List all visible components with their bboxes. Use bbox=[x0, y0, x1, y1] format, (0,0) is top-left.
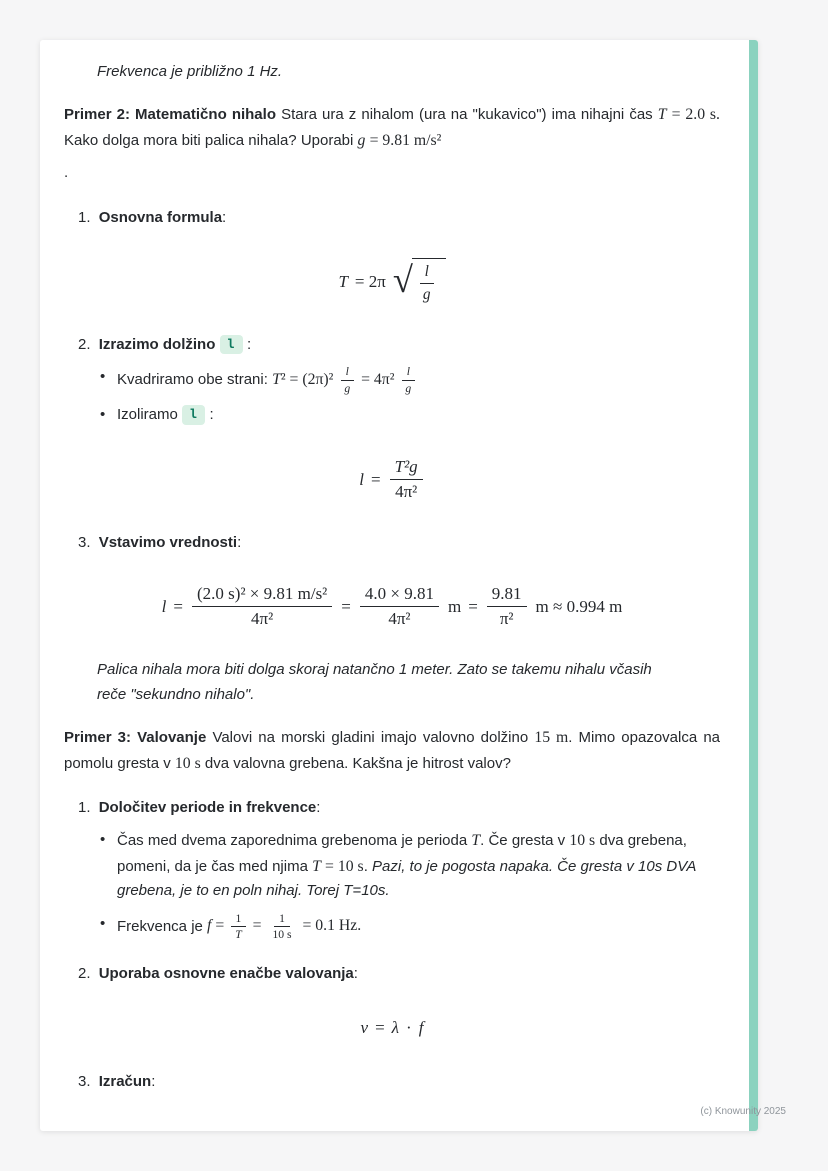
fraction-denominator: T bbox=[235, 928, 242, 942]
inline-math bbox=[207, 911, 362, 942]
fraction bbox=[360, 583, 439, 630]
math-op: = bbox=[468, 597, 478, 617]
math-var: l bbox=[359, 469, 365, 489]
step-heading bbox=[99, 209, 227, 226]
fraction-denominator: g bbox=[344, 381, 351, 395]
math-var-lambda: λ bbox=[391, 1018, 400, 1038]
math-run: = 9.81 m/s² bbox=[369, 131, 442, 149]
text-run: Kvadriramo obe strani: bbox=[117, 370, 268, 388]
emphasis-note: Pazi, to je pogosta napaka. Če gresta v 10s DVA grebena, je to en poln nihaj. Torej T=10s. bbox=[117, 857, 696, 900]
p3step1-bullets bbox=[100, 828, 720, 942]
fraction bbox=[390, 456, 423, 503]
primer2-paragraph bbox=[64, 102, 720, 153]
fraction bbox=[400, 365, 416, 396]
text-run: dva grebena, pomeni, da je čas med njima bbox=[117, 832, 687, 875]
fraction-numerator: l bbox=[341, 365, 354, 381]
math-op: = bbox=[215, 917, 225, 935]
bullet-text bbox=[117, 403, 720, 427]
fraction-numerator: l bbox=[402, 365, 415, 381]
math-run: ² = (2π)² bbox=[280, 370, 334, 388]
code-chip-l: l bbox=[220, 335, 243, 355]
list-item-dolocitev-periode bbox=[64, 796, 720, 820]
text-run: Kako dolga mora biti palica nihala? Uporabi bbox=[64, 131, 354, 149]
math-run: 15 m bbox=[534, 729, 569, 746]
primer2-title: Primer 2: Matematično nihalo bbox=[64, 106, 276, 124]
fraction-denominator: 4π² bbox=[388, 609, 411, 629]
step2-bullets bbox=[100, 365, 720, 428]
inline-math bbox=[272, 364, 418, 395]
fraction-numerator: 4.0 × 9.81 bbox=[360, 583, 439, 607]
list-number: 3. bbox=[78, 533, 91, 551]
code-chip-l: l bbox=[182, 405, 205, 425]
note-palica: Palica nihala mora biti dolga skoraj natančno 1 meter. Zato se takemu nihalu včasih reče "sekundno nihalo". bbox=[97, 661, 652, 703]
fraction-numerator: l bbox=[420, 262, 434, 284]
fraction-denominator: g bbox=[405, 381, 412, 395]
step-colon: : bbox=[151, 1072, 156, 1090]
list-number: 2. bbox=[78, 965, 91, 983]
formula-substitution bbox=[64, 583, 720, 630]
math-run: 10 s bbox=[174, 754, 201, 772]
step-colon: : bbox=[222, 208, 227, 226]
math-op: = 2π bbox=[354, 271, 386, 291]
copyright-footer: (c) Knowunity 2025 bbox=[700, 1106, 786, 1117]
list-item-vstavimo-vrednosti bbox=[64, 531, 720, 555]
math-var-T: T bbox=[312, 857, 321, 875]
step-title: Uporaba osnovne enačbe valovanja bbox=[98, 965, 354, 983]
text-run: Izoliramo bbox=[117, 406, 178, 424]
step-title: Osnovna formula bbox=[98, 208, 223, 226]
bullet-text bbox=[117, 365, 720, 396]
math-op: = bbox=[341, 597, 351, 617]
math-var: v bbox=[360, 1018, 369, 1038]
text-run: . bbox=[363, 857, 368, 875]
fraction-denominator: g bbox=[422, 285, 431, 303]
math-var: T bbox=[272, 370, 281, 388]
fraction-numerator: 9.81 bbox=[487, 583, 527, 607]
fraction-denominator: 4π² bbox=[395, 481, 418, 501]
document-page bbox=[40, 40, 758, 1131]
formula-wave-speed bbox=[64, 1014, 720, 1042]
text-run: : bbox=[209, 406, 214, 424]
text-run: . Mimo opazovalca na pomolu gresta v bbox=[64, 729, 720, 772]
formula-length bbox=[64, 456, 720, 503]
note-frekvenca: Frekvenca je približno 1 Hz. bbox=[97, 63, 283, 80]
list-item-osnovna-formula bbox=[64, 206, 720, 230]
math-op: = bbox=[252, 917, 262, 935]
math-var-f: f bbox=[207, 917, 212, 935]
formula-pendulum-period bbox=[64, 258, 720, 305]
math-op: · bbox=[406, 1018, 412, 1038]
math-op: = bbox=[173, 597, 183, 617]
radicand bbox=[412, 258, 446, 305]
list-item-izracun bbox=[64, 1070, 720, 1094]
math-op: = bbox=[375, 1018, 385, 1038]
primer3-title: Primer 3: Valovanje bbox=[64, 729, 207, 746]
text-run: Stara ura z nihalom (ura na "kukavico") ima nihajni čas bbox=[281, 106, 653, 124]
list-number: 1. bbox=[78, 799, 91, 816]
step-heading bbox=[99, 534, 242, 551]
bullet-marker: • bbox=[100, 406, 106, 424]
text-run: dva valovna grebena. Kakšna je hitrost valov? bbox=[204, 754, 511, 772]
step-heading bbox=[99, 336, 251, 353]
primer2-trailing-dot: . bbox=[64, 164, 69, 182]
fraction bbox=[192, 583, 332, 630]
math-var-T: T bbox=[657, 106, 667, 124]
fraction bbox=[267, 912, 296, 943]
fraction bbox=[487, 583, 527, 630]
math-result: = 0.1 Hz. bbox=[302, 917, 362, 935]
bullet-text bbox=[117, 912, 720, 943]
step-title: Izračun bbox=[98, 1072, 152, 1090]
step-colon: : bbox=[237, 533, 242, 551]
square-root bbox=[393, 258, 446, 305]
math-var-g: g bbox=[357, 131, 366, 149]
radical-sign-icon: √ bbox=[392, 258, 413, 300]
math-run: 10 s bbox=[569, 832, 596, 850]
step-colon: : bbox=[353, 965, 358, 983]
list-item-uporaba-enacbe bbox=[64, 962, 720, 986]
step-colon: : bbox=[316, 799, 321, 816]
fraction bbox=[339, 365, 355, 396]
list-number: 2. bbox=[78, 335, 91, 353]
list-number: 1. bbox=[78, 208, 91, 226]
bullet-text bbox=[117, 828, 720, 903]
step-title: Izrazimo dolžino bbox=[98, 335, 216, 353]
bullet-marker: • bbox=[100, 914, 106, 932]
bullet-perioda bbox=[100, 828, 720, 903]
math-var: T bbox=[338, 271, 348, 291]
fraction-denominator: 4π² bbox=[251, 609, 274, 629]
fraction-denominator: 10 s bbox=[272, 928, 292, 942]
text-run: Frekvenca je bbox=[117, 917, 203, 935]
math-run: = 10 s bbox=[325, 857, 364, 875]
fraction-numerator: (2.0 s)² × 9.81 m/s² bbox=[192, 583, 332, 607]
primer3-paragraph bbox=[64, 725, 720, 776]
math-var: l bbox=[161, 597, 167, 617]
bullet-marker: • bbox=[100, 367, 106, 385]
fraction-numerator: 1 bbox=[274, 912, 290, 928]
math-var-T: T bbox=[471, 832, 481, 850]
list-number: 3. bbox=[78, 1072, 91, 1090]
bullet-marker: • bbox=[100, 831, 106, 849]
math-unit: m bbox=[447, 597, 462, 617]
text-run: . Če gresta v bbox=[480, 832, 566, 850]
fraction-numerator: 1 bbox=[231, 912, 247, 928]
bullet-kvadriramo bbox=[100, 365, 720, 396]
step-heading bbox=[99, 1073, 156, 1090]
math-var-f: f bbox=[418, 1018, 424, 1038]
fraction bbox=[418, 262, 436, 305]
list-item-izrazimo-dolzino bbox=[64, 333, 720, 357]
page-content bbox=[40, 40, 758, 1122]
math-result: m ≈ 0.994 m bbox=[535, 597, 623, 617]
step-colon: : bbox=[246, 335, 252, 353]
fraction-numerator: T²g bbox=[390, 456, 423, 480]
step-heading bbox=[99, 965, 358, 982]
step-heading bbox=[99, 799, 321, 816]
fraction bbox=[230, 912, 246, 943]
bullet-frekvenca bbox=[100, 912, 720, 943]
step-title: Določitev periode in frekvence bbox=[98, 799, 317, 816]
math-op: = bbox=[371, 469, 381, 489]
step-title: Vstavimo vrednosti bbox=[98, 533, 238, 551]
text-run: Valovi na morski gladini imajo valovno dolžino bbox=[212, 729, 529, 746]
text-run: Čas med dvema zaporednima grebenoma je perioda bbox=[117, 832, 468, 850]
math-run: = 4π² bbox=[361, 370, 395, 388]
fraction-denominator: π² bbox=[499, 609, 514, 629]
math-run: = 2.0 s. bbox=[671, 106, 720, 124]
bullet-izoliramo bbox=[100, 403, 720, 427]
